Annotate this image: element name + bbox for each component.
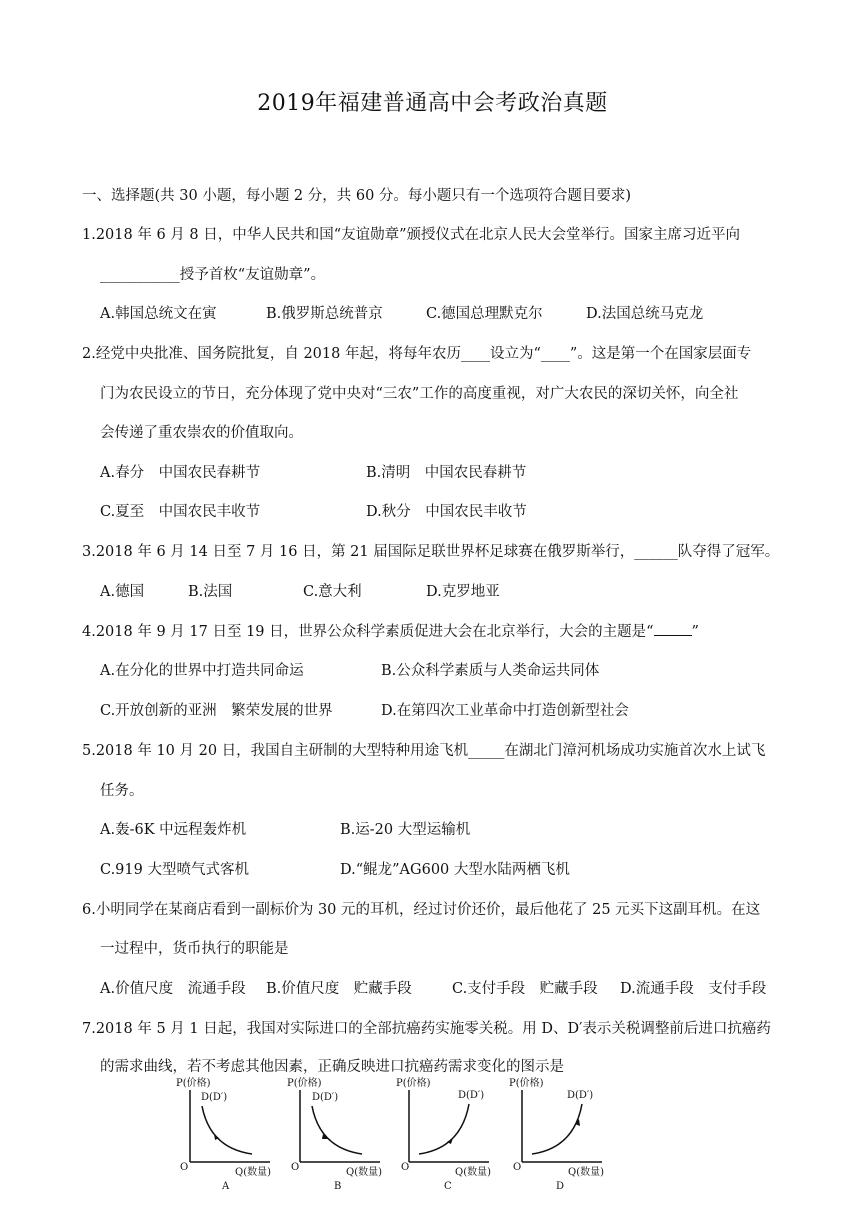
graph-b-origin: O xyxy=(291,1162,300,1173)
graph-b-x-axis-label: Q(数量) xyxy=(346,1167,383,1178)
question-4-option-a: A.在分化的世界中打造共同命运 xyxy=(100,663,304,679)
answer-blank xyxy=(654,621,692,636)
question-5-option-d: D.“鲲龙”AG600 大型水陆两栖飞机 xyxy=(340,862,570,878)
question-6-option-b: B.价值尺度 贮藏手段 xyxy=(266,981,412,997)
graph-d-y-axis-label: P(价格) xyxy=(509,1078,544,1089)
question-2-option-b: B.清明 中国农民春耕节 xyxy=(366,465,527,481)
question-3-line-1: 3.2018 年 6 月 14 日至 7 月 16 日，第 21 届国际足联世界杯足球赛在俄罗斯举行，______队夺得了冠军。 xyxy=(82,544,780,560)
graph-c-curve-label: D(D′) xyxy=(458,1090,485,1101)
question-6-option-a: A.价值尺度 流通手段 xyxy=(100,981,246,997)
question-1-option-c: C.德国总理默克尔 xyxy=(426,306,543,322)
section-heading: 一、选择题(共 30 小题，每小题 2 分，共 60 分。每小题只有一个选项符合题目要求) xyxy=(82,188,632,204)
question-5-line-2: 任务。 xyxy=(100,783,144,799)
question-3-option-a: A.德国 xyxy=(100,584,145,600)
question-5-line-1: 5.2018 年 10 月 20 日，我国自主研制的大型特种用途飞机_____在湖北门漳河机场成功实施首次水上试飞 xyxy=(82,743,766,759)
graph-c-x-axis-label: Q(数量) xyxy=(455,1167,492,1178)
graph-a-x-axis-label: Q(数量) xyxy=(235,1167,272,1178)
question-6-line-2: 一过程中，货币执行的职能是 xyxy=(100,941,289,957)
question-3-option-d: D.克罗地亚 xyxy=(426,584,500,600)
graph-c-origin: O xyxy=(401,1162,410,1173)
graph-b-label: B xyxy=(334,1181,342,1192)
graph-b-curve-label: D(D′) xyxy=(312,1092,339,1103)
question-5-option-c: C.919 大型喷气式客机 xyxy=(100,862,249,878)
graph-a xyxy=(186,1086,286,1166)
question-5-option-a: A.轰-6K 中远程轰炸机 xyxy=(100,822,247,838)
question-4-line-1: 4.2018 年 9 月 17 日至 19 日，世界公众科学素质促进大会在北京举行，大会的主题是“ ” xyxy=(82,620,699,641)
question-6-option-d: D.流通手段 支付手段 xyxy=(620,981,767,997)
graph-d-curve-label: D(D′) xyxy=(567,1090,594,1101)
graph-d-origin: O xyxy=(513,1162,522,1173)
question-6-option-c: C.支付手段 贮藏手段 xyxy=(452,981,598,997)
question-4-option-d: D.在第四次工业革命中打造创新型社会 xyxy=(381,703,629,719)
graph-a-origin: O xyxy=(180,1162,189,1173)
question-5-option-b: B.运-20 大型运输机 xyxy=(340,822,471,838)
question-1-option-d: D.法国总统马克龙 xyxy=(586,306,704,322)
graph-c-label: C xyxy=(444,1181,452,1192)
question-2-line-3: 会传递了重农崇农的价值取向。 xyxy=(100,425,303,441)
question-2-option-c: C.夏至 中国农民丰收节 xyxy=(100,504,261,520)
question-2-option-d: D.秋分 中国农民丰收节 xyxy=(366,504,527,520)
question-1-line-2: ___________授予首枚“友谊勋章”。 xyxy=(100,267,326,283)
question-1-line-1: 1.2018 年 6 月 8 日，中华人民共和国“友谊勋章”颁授仪式在北京人民大会堂举行。国家主席习近平向 xyxy=(82,227,741,243)
graph-b xyxy=(296,1086,396,1166)
graph-d xyxy=(518,1086,618,1166)
question-6-line-1: 6.小明同学在某商店看到一副标价为 30 元的耳机，经过讨价还价，最后他花了 25 元买下这副耳机。在这 xyxy=(82,902,761,918)
question-1-option-b: B.俄罗斯总统普京 xyxy=(266,306,383,322)
question-1-option-a: A.韩国总统文在寅 xyxy=(100,306,217,322)
graph-c-y-axis-label: P(价格) xyxy=(396,1078,431,1089)
page-title: 2019年福建普通高中会考政治真题 xyxy=(257,91,608,116)
graph-d-label: D xyxy=(556,1181,565,1192)
graph-d-x-axis-label: Q(数量) xyxy=(568,1167,605,1178)
question-3-option-b: B.法国 xyxy=(188,584,233,600)
question-3-option-c: C.意大利 xyxy=(303,584,362,600)
graph-b-y-axis-label: P(价格) xyxy=(287,1078,322,1089)
graph-c xyxy=(405,1086,505,1166)
graph-a-curve-label: D(D′) xyxy=(201,1092,228,1103)
question-2-line-1: 2.经党中央批准、国务院批复，自 2018 年起，将每年农历____设立为“____”。这是第一个在国家层面专 xyxy=(82,346,752,362)
question-4-option-c: C.开放创新的亚洲 繁荣发展的世界 xyxy=(100,703,333,719)
question-4-option-b: B.公众科学素质与人类命运共同体 xyxy=(381,663,600,679)
graph-a-label: A xyxy=(222,1181,230,1192)
question-2-line-2: 门为农民设立的节日，充分体现了党中央对“三农”工作的高度重视，对广大农民的深切关怀，向全社 xyxy=(100,386,739,402)
graph-a-y-axis-label: P(价格) xyxy=(176,1078,211,1089)
question-2-option-a: A.春分 中国农民春耕节 xyxy=(100,465,261,481)
question-7-line-1: 7.2018 年 5 月 1 日起，我国对实际进口的全部抗癌药实施零关税。用 D、D′表示关税调整前后进口抗癌药 xyxy=(82,1021,771,1037)
question-7-line-2: 的需求曲线，若不考虑其他因素，正确反映进口抗癌药需求变化的图示是 xyxy=(100,1059,564,1075)
